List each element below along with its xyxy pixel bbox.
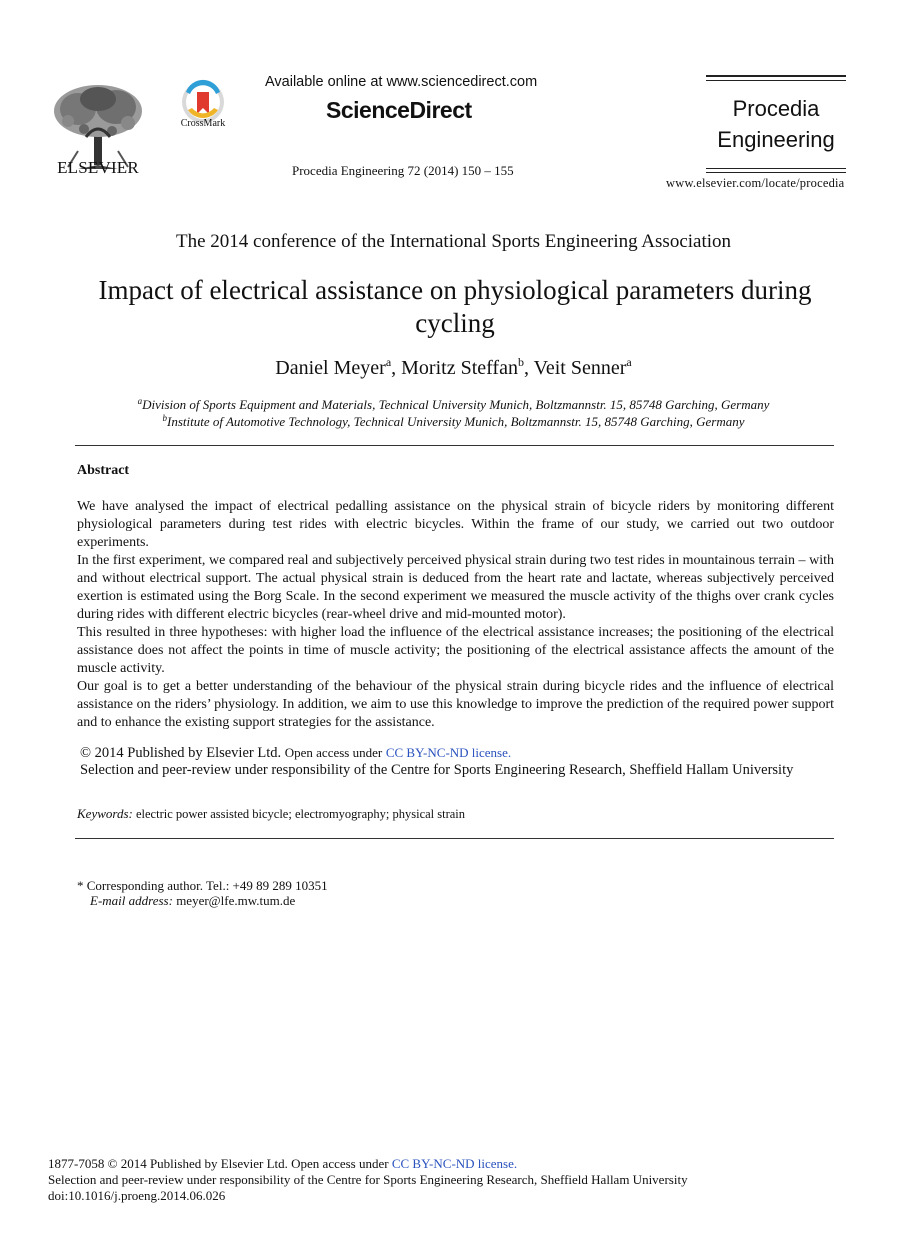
available-online-text: Available online at www.sciencedirect.com: [265, 74, 538, 90]
sciencedirect-name: ScienceDirect: [326, 97, 472, 123]
email-line: [90, 893, 295, 909]
journal-url-link[interactable]: www.elsevier.com/locate/procedia: [666, 176, 845, 190]
journal-masthead: [706, 75, 846, 173]
footer-peer-review: Selection and peer-review under responsibility of the Centre for Sports Engineering Research, Sheffield Hallam University: [48, 1172, 688, 1187]
doi[interactable]: doi:10.1016/j.proeng.2014.06.026: [48, 1188, 226, 1203]
author-list: Daniel Meyer$^a$, Moritz Steffan$^b$, Veit Senner$^a$: [275, 355, 632, 379]
abstract-paragraph: In the first experiment, we compared real and subjectively perceived physical strain during two test rides in mountainous terrain – with and without electrical support. The actual physical strain is deduced from the heart rate and lactate, whereas subjectively perceived exertion is estimated using the Borg Scale. In the second experiment we measured the muscle activity of the thighs over crank cycles during rides with different electric bicycles (rear-wheel drive and mid-mounted motor).: [77, 553, 834, 622]
page-footer: [48, 1156, 688, 1204]
divider: [75, 838, 834, 839]
affiliation: $^a$Division of Sports Equipment and Materials, Technical University Munich, Boltzmannstr. 15, 85748 Garching, Germany: [137, 396, 770, 412]
keywords: [77, 806, 465, 822]
abstract-paragraph: Our goal is to get a better understanding of the behaviour of the physical strain during bicycle rides and the influence of electrical assistance on the riders’ physiology. In addition, we aim to use this knowledge to improve the prediction of the required power support and to enhance the existing support strategies for the assistance.: [77, 679, 834, 730]
publisher-name: ELSEVIER: [57, 158, 139, 177]
divider: [75, 445, 834, 446]
journal-name: Procedia Engineering: [717, 96, 835, 152]
author-name: Daniel Meyer: [275, 357, 386, 379]
license-link[interactable]: CC BY-NC-ND license.: [385, 745, 512, 760]
email-label: E-mail address:: [90, 893, 173, 908]
journal-reference: Procedia Engineering 72 (2014) 150 – 155: [292, 163, 514, 178]
peer-review-statement: Selection and peer-review under responsibility of the Centre for Sports Engineering Research, Sheffield Hallam University: [80, 762, 794, 778]
author-affiliation-mark: a: [626, 355, 632, 369]
email-address[interactable]: meyer@lfe.mw.tum.de: [176, 893, 296, 908]
author-affiliation-mark: a: [385, 355, 392, 369]
issn-line: 1877-7058 © 2014 Published by Elsevier Ltd. Open access under CC BY-NC-ND license.: [48, 1156, 518, 1171]
abstract-body: [77, 498, 834, 732]
author-name: Moritz Steffan: [401, 357, 518, 379]
conference-name: The 2014 conference of the International Sports Engineering Association: [175, 231, 732, 252]
article-title: Impact of electrical assistance on physiological parameters during cycling: [98, 275, 812, 338]
author-affiliation-mark: b: [517, 355, 524, 369]
crossmark-label: CrossMark: [180, 118, 226, 129]
corresponding-author: * Corresponding author. Tel.: +49 89 289 10351: [77, 878, 328, 893]
author-name: Veit Senner: [533, 357, 627, 379]
abstract-heading: Abstract: [77, 463, 130, 478]
affiliation: $^b$Institute of Automotive Technology, Technical University Munich, Boltzmannstr. 15, 85748 Garching, Germany: [162, 413, 745, 429]
footer-license-link[interactable]: CC BY-NC-ND license.: [391, 1156, 518, 1171]
keywords-text: electric power assisted bicycle; electromyography; physical strain: [135, 807, 466, 821]
keywords-label: Keywords:: [77, 806, 133, 821]
abstract-paragraph: This resulted in three hypotheses: with higher load the influence of the electrical assistance increases; the positioning of the electrical assistance does not affect the points in time of muscle activity; the positioning of the electrical assistance affects the amount of the muscle activity.: [77, 625, 834, 676]
abstract-paragraph: We have analysed the impact of electrical pedalling assistance on the physical strain of bicycle riders by monitoring different physiological parameters during test rides with electric bicycles. Within the frame of our study, we carried out two outdoor experiments.: [77, 499, 834, 550]
copyright-line: © 2014 Published by Elsevier Ltd. Open access under CC BY-NC-ND license.: [80, 745, 512, 761]
